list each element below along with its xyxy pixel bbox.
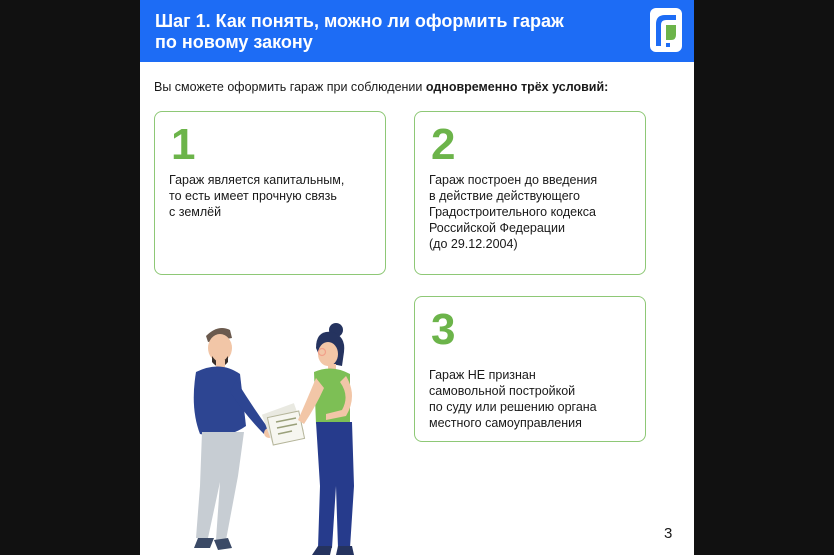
condition-text-line: то есть имеет прочную связь xyxy=(169,189,337,203)
header-title xyxy=(155,11,625,53)
condition-number: 3 xyxy=(431,305,456,354)
people-exchanging-documents-illustration xyxy=(166,316,386,555)
condition-card-1 xyxy=(154,111,386,275)
man-figure xyxy=(194,328,274,550)
condition-text-line: в действие действующего xyxy=(429,189,580,203)
slide xyxy=(140,0,694,555)
condition-text-line: местного самоуправления xyxy=(429,416,582,430)
condition-text xyxy=(169,172,375,220)
condition-text-line: по суду или решению органа xyxy=(429,400,597,414)
condition-card-3 xyxy=(414,296,646,442)
page-number: 3 xyxy=(664,525,673,542)
condition-text-line: с землёй xyxy=(169,205,222,219)
condition-card-2 xyxy=(414,111,646,275)
condition-text-line: Российской Федерации xyxy=(429,221,565,235)
woman-figure xyxy=(298,323,354,555)
rosreestr-logo-icon xyxy=(648,6,684,54)
header xyxy=(140,0,694,62)
intro-text-regular: Вы сможете оформить гараж при соблюдении xyxy=(154,80,426,94)
condition-text-line: самовольной постройкой xyxy=(429,384,576,398)
intro-text-bold: одновременно трёх условий: xyxy=(425,80,609,94)
condition-text-line: Гараж является капитальным, xyxy=(169,173,345,187)
condition-text-line: Градостроительного кодекса xyxy=(429,205,596,219)
documents xyxy=(262,403,305,445)
header-title-line-1: Шаг 1. Как понять, можно ли оформить гараж xyxy=(155,11,564,31)
condition-text-line: Гараж НЕ признан xyxy=(429,368,536,382)
header-title-line-2: по новому закону xyxy=(155,32,313,52)
condition-text-line: Гараж построен до введения xyxy=(429,173,598,187)
condition-text-line: (до 29.12.2004) xyxy=(429,237,518,251)
intro-text xyxy=(154,80,684,94)
condition-text xyxy=(429,172,635,252)
condition-number: 2 xyxy=(431,120,456,169)
condition-text xyxy=(429,367,635,431)
condition-number: 1 xyxy=(171,120,196,169)
